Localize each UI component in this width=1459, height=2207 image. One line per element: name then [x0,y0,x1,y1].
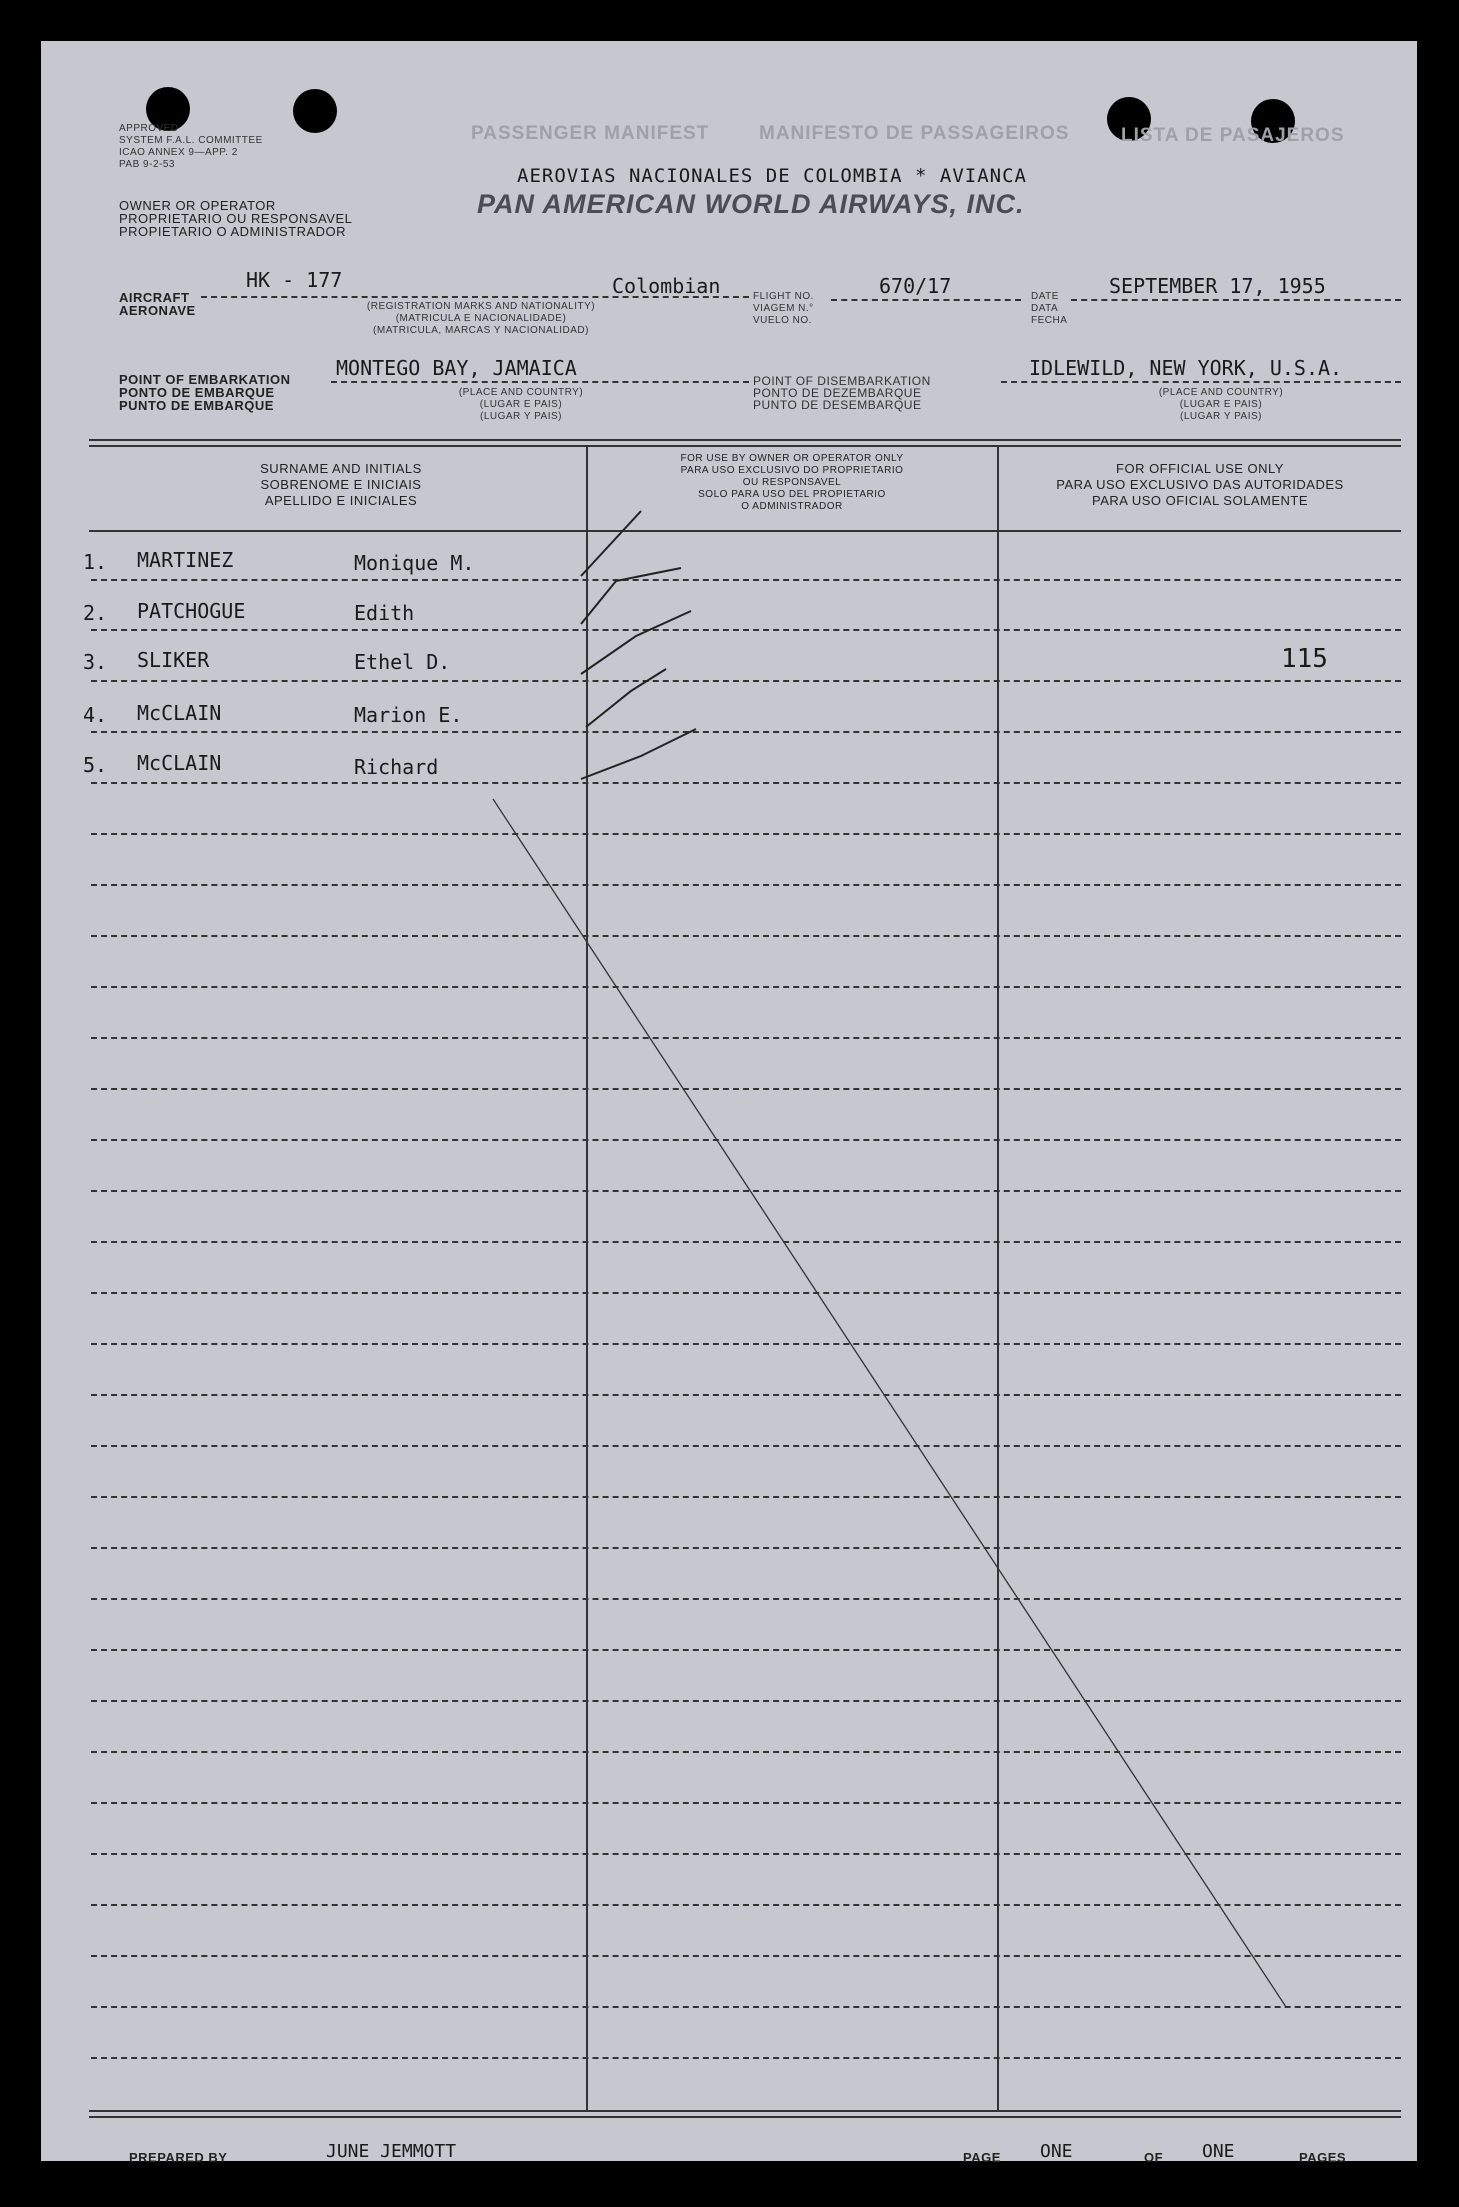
operator-pan-american: PAN AMERICAN WORLD AIRWAYS, INC. [477,189,1025,219]
col-header-owner-2: PARA USO EXCLUSIVO DO PROPRIETARIO [680,465,904,476]
of-label: OF [1144,2150,1164,2165]
aircraft-sub-3: (MATRICULA, MARCAS Y NACIONALIDAD) [373,325,589,336]
col-header-owner-3: OU RESPONSAVEL [742,477,842,488]
form-pab: PAB 9-2-53 [119,159,175,170]
disembark-label-en: POINT OF DISEMBARKATION [753,374,931,388]
passenger-surname: MARTINEZ [137,548,234,572]
passenger-number: 5. [83,753,108,777]
passenger-given-name: Marion E. [354,703,463,727]
owner-label-en: OWNER OR OPERATOR [119,198,276,213]
col-header-official-pt: PARA USO EXCLUSIVO DAS AUTORIDADES [1056,477,1344,492]
embark-label-es: PUNTO DE EMBARQUE [119,398,274,413]
form-approved: APPROVED [119,123,179,134]
aircraft-nationality: Colombian [612,274,721,298]
aircraft-registration: HK - 177 [246,268,343,292]
manifest-sheet [41,41,1417,2165]
passenger-surname: McCLAIN [137,751,222,775]
col-header-owner-4: SOLO PARA USO DEL PROPIETARIO [698,489,886,500]
flight-date: SEPTEMBER 17, 1955 [1109,274,1326,298]
passenger-surname: SLIKER [137,648,210,672]
page-label: PAGE [963,2150,1001,2165]
col-header-official-es: PARA USO OFICIAL SOLAMENTE [1092,493,1308,508]
check-mark-icon [586,669,666,727]
flight-label-en: FLIGHT NO. [753,291,814,302]
passenger-number: 1. [83,550,108,574]
col-header-owner-5: O ADMINISTRADOR [741,501,843,512]
col-header-owner-1: FOR USE BY OWNER OR OPERATOR ONLY [680,453,904,464]
embark-sub-1: (PLACE AND COUNTRY) [458,387,584,398]
embark-place: MONTEGO BAY, JAMAICA [336,356,577,380]
owner-label-pt: PROPRIETARIO OU RESPONSAVEL [119,211,353,226]
title-manifesto: MANIFESTO DE PASSAGEIROS [759,123,1070,144]
strike-line [493,799,1286,2007]
check-mark-icon [581,511,641,576]
title-passenger-manifest: PASSENGER MANIFEST [471,123,710,144]
disembark-label-es: PUNTO DE DESEMBARQUE [753,398,922,412]
flight-label-pt: VIAGEM N.° [753,303,814,314]
date-label-pt: DATA [1031,303,1059,314]
title-lista: LISTA DE PASAJEROS [1121,125,1345,146]
prepared-by-label: PREPARED BY [129,2150,228,2165]
embark-label-pt: PONTO DE EMBARQUE [119,385,275,400]
page-number: ONE [1040,2141,1073,2162]
form-icao: ICAO ANNEX 9—APP. 2 [119,147,238,158]
pen-marks [41,41,1417,2161]
disembark-label-pt: PONTO DE DEZEMBARQUE [753,386,922,400]
passenger-surname: PATCHOGUE [137,599,246,623]
check-mark-icon [581,729,696,779]
operator-name: AEROVIAS NACIONALES DE COLOMBIA * AVIANCA [517,165,1027,187]
passenger-number: 4. [83,703,108,727]
passenger-given-name: Edith [354,601,415,625]
aircraft-label-pt: AERONAVE [119,303,196,318]
check-mark-icon [581,568,681,624]
owner-label-es: PROPIETARIO O ADMINISTRADOR [119,224,347,239]
passenger-given-name: Richard [354,755,439,779]
date-label-en: DATE [1031,291,1059,302]
disembark-place: IDLEWILD, NEW YORK, U.S.A. [1029,356,1343,380]
flight-number: 670/17 [879,274,952,298]
aircraft-sub-2: (MATRICULA E NACIONALIDADE) [395,313,567,324]
embark-sub-2: (LUGAR E PAIS) [479,399,563,410]
pages-label: PAGES [1299,2150,1347,2165]
flight-label-es: VUELO NO. [753,315,812,326]
prepared-by-value: JUNE JEMMOTT [326,2141,457,2162]
disembark-sub-1: (PLACE AND COUNTRY) [1158,387,1284,398]
passenger-given-name: Ethel D. [354,650,451,674]
date-label-es: FECHA [1031,315,1068,326]
aircraft-sub-1: (REGISTRATION MARKS AND NATIONALITY) [366,301,596,312]
passenger-surname: McCLAIN [137,701,222,725]
total-pages: ONE [1202,2141,1235,2162]
form-system: SYSTEM F.A.L. COMMITTEE [119,135,263,146]
passenger-given-name: Monique M. [354,551,475,575]
embark-sub-3: (LUGAR Y PAIS) [479,411,563,422]
disembark-sub-2: (LUGAR E PAIS) [1179,399,1263,410]
col-header-names-es: APELLIDO E INICIALES [264,493,418,508]
col-header-names-pt: SOBRENOME E INICIAIS [260,477,422,492]
embark-label-en: POINT OF EMBARKATION [119,372,291,387]
aircraft-label-en: AIRCRAFT [119,290,190,305]
col-header-names-en: SURNAME AND INITIALS [260,461,422,476]
official-note: 115 [1281,644,1328,674]
disembark-sub-3: (LUGAR Y PAIS) [1179,411,1263,422]
passenger-number: 2. [83,601,108,625]
col-header-official-en: FOR OFFICIAL USE ONLY [1116,461,1284,476]
passenger-number: 3. [83,650,108,674]
check-mark-icon [581,611,691,674]
